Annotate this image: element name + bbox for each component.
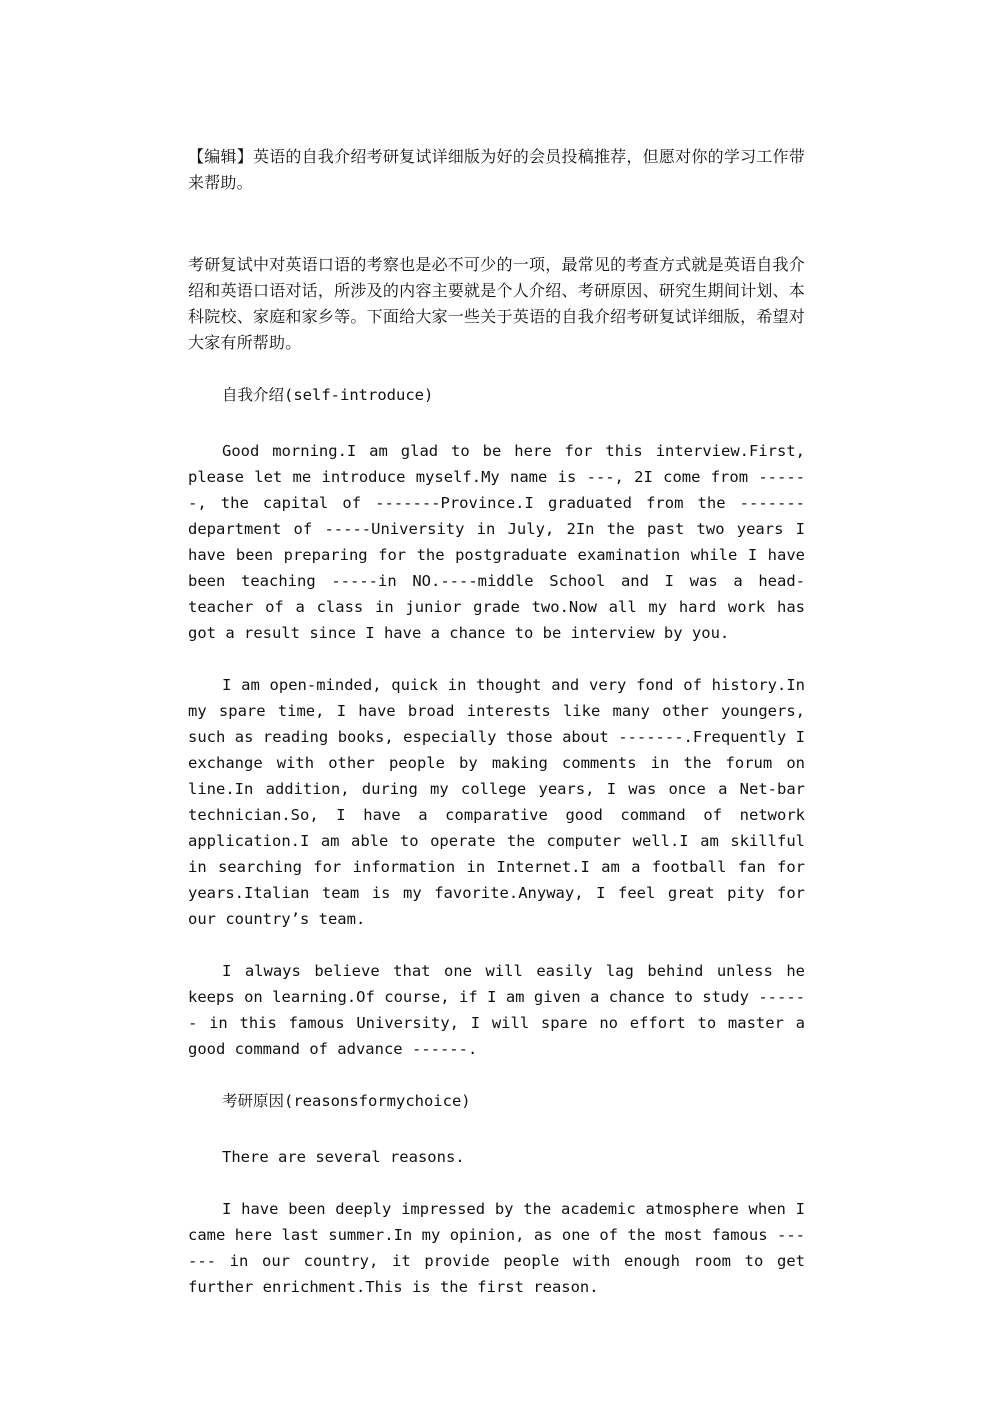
section-heading-reasons: 考研原因(reasonsformychoice) xyxy=(222,1092,471,1110)
background-paragraph: 考研复试中对英语口语的考察也是必不可少的一项，最常见的考查方式就是英语自我介绍和英语口语对话，所涉及的内容主要就是个人介绍、考研原因、研究生期间计划、本科院校、家庭和家乡等。下面给大家一些关于英语的自我介绍考研复试详细版，希望对大家有所帮助。 xyxy=(188,255,805,352)
body-paragraph: I am open-minded, quick in thought and very fond of history.In my spare time, I have broad interests like many other youngers, such as reading books, especially those about -------.Frequently I exchange with other people by making comments in the forum on line.In addition, during my college years, I was once a Net-bar technician.So, I have a comparative good command of network application.I am able to operate the computer well.I am skillful in searching for information in Internet.I am a football fan for years.Italian team is my favorite.Anyway, I feel great pity for our country’s team. xyxy=(188,676,805,928)
body-paragraph: I have been deeply impressed by the academic atmosphere when I came here last summer.In my opinion, as one of the most famous ------ in our country, it provide people with enough room to get further enrichment.This is the first reason. xyxy=(188,1200,805,1296)
document-body xyxy=(188,144,805,1300)
body-paragraph: There are several reasons. xyxy=(222,1148,465,1166)
body-paragraph: Good morning.I am glad to be here for this interview.First, please let me introduce myself.My name is ---, 2I come from ------, the capital of -------Province.I graduated from the ------- department of -----University in July, 2In the past two years I have been preparing for the postgraduate examination while I have been teaching -----in NO.----middle School and I was a head-teacher of a class in junior grade two.Now all my hard work has got a result since I have a chance to be interview by you. xyxy=(188,442,805,642)
intro-paragraph: 【编辑】英语的自我介绍考研复试详细版为好的会员投稿推荐，但愿对你的学习工作带来帮助。 xyxy=(188,147,805,192)
body-paragraph: I always believe that one will easily lag behind unless he keeps on learning.Of course, if I am given a chance to study ------ in this famous University, I will spare no effort to master a good command of advance ------. xyxy=(188,962,805,1058)
section-heading-self-introduce: 自我介绍(self-introduce) xyxy=(222,386,434,404)
